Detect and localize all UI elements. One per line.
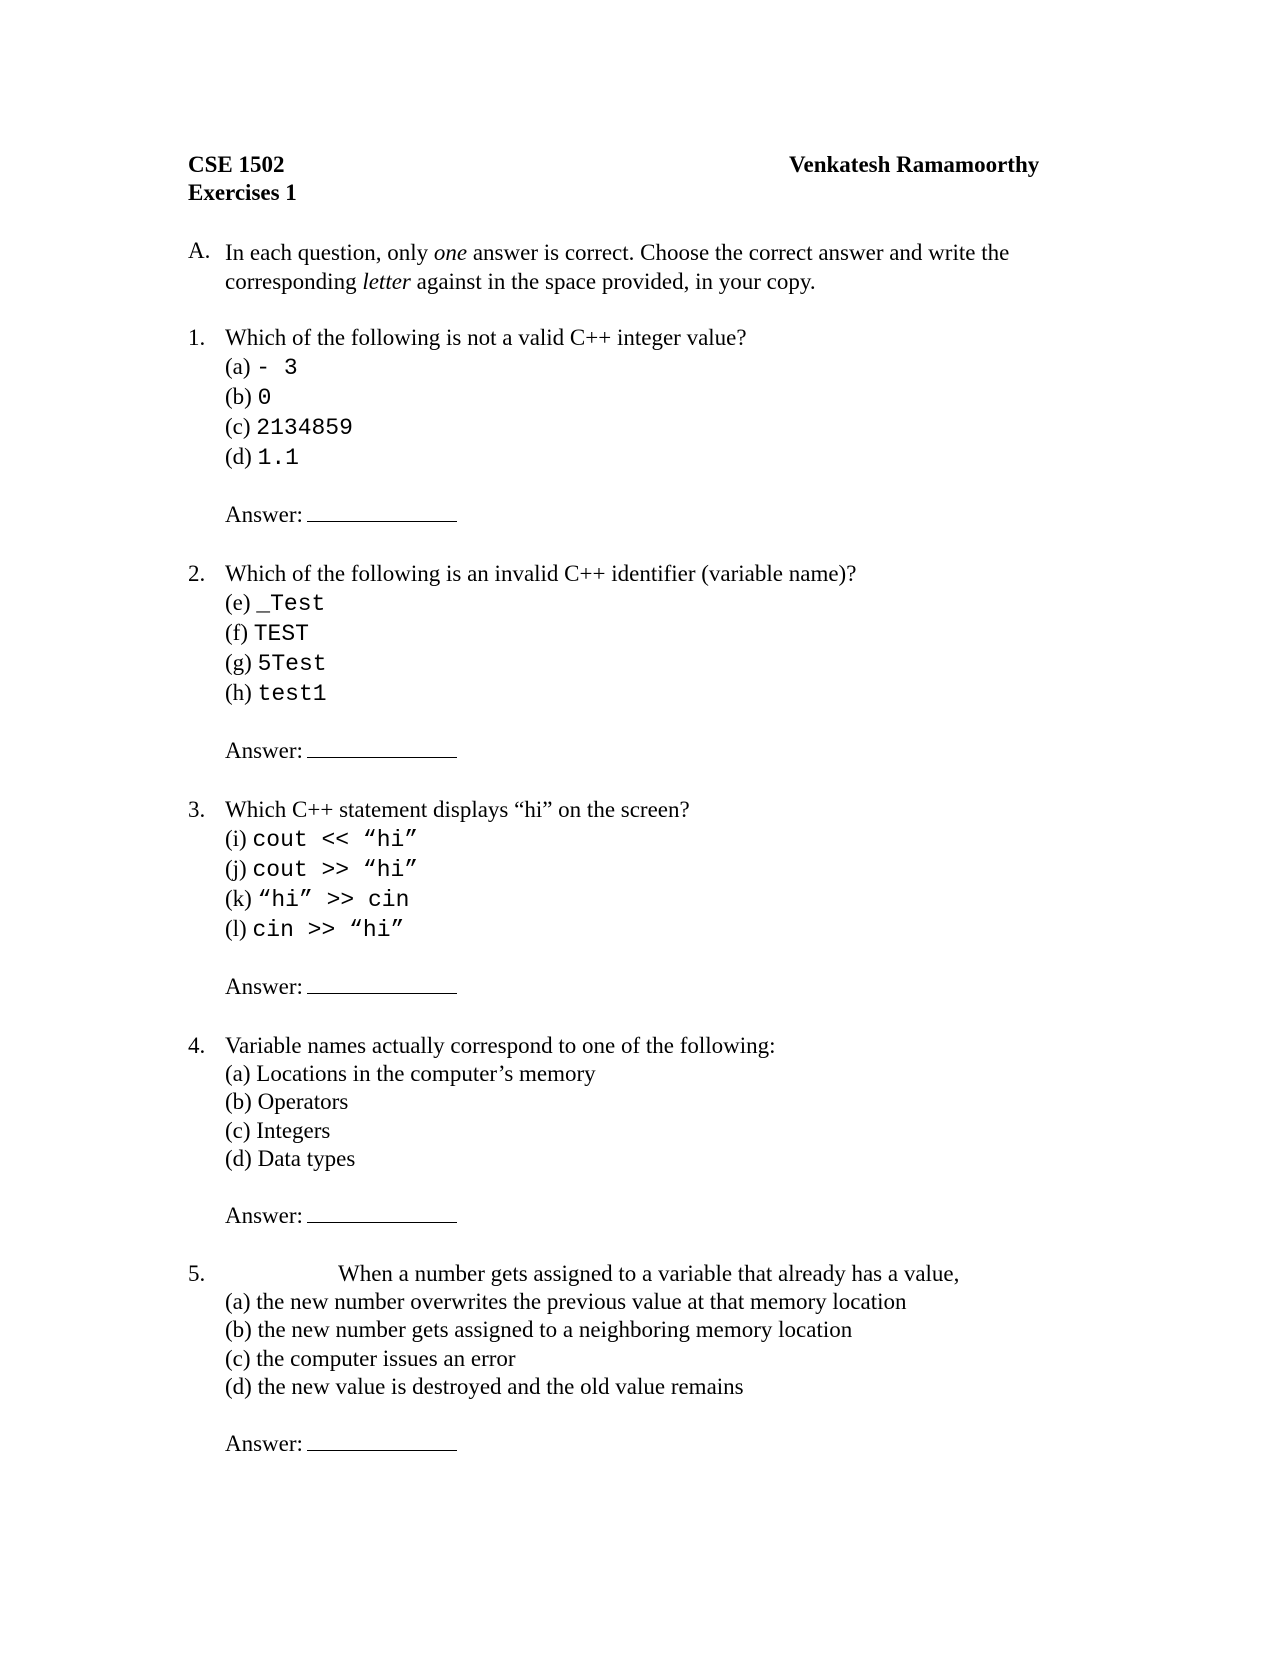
answer-label: Answer:: [225, 502, 303, 527]
question-stem: When a number gets assigned to a variable that already has a value,: [338, 1261, 960, 1286]
option-k: [225, 885, 409, 914]
option-label: (i): [225, 826, 247, 851]
answer-blank[interactable]: [307, 1202, 457, 1223]
option-i: [225, 825, 418, 854]
option-label: (e): [225, 590, 251, 615]
answer-line: [225, 1430, 457, 1458]
question-number: 4.: [188, 1033, 206, 1058]
answer-line: [225, 501, 457, 529]
answer-blank[interactable]: [307, 501, 457, 522]
option-value: the new number gets assigned to a neighboring memory location: [257, 1317, 853, 1342]
option-label: (k): [225, 886, 252, 911]
option-g: [225, 649, 327, 678]
option-a: [225, 1288, 906, 1316]
option-value: 5Test: [257, 651, 327, 677]
option-value: - 3: [256, 355, 298, 381]
option-value: TEST: [253, 621, 309, 647]
option-label: (g): [225, 650, 252, 675]
instructions-marker: A.: [188, 238, 211, 263]
option-b: [225, 1316, 852, 1344]
option-j: [225, 855, 418, 884]
option-value: Integers: [256, 1118, 331, 1143]
answer-label: Answer:: [225, 738, 303, 763]
question-stem: Variable names actually correspond to one of the following:: [225, 1033, 776, 1058]
option-l: [225, 915, 404, 944]
option-c: [225, 1117, 330, 1145]
option-d: [225, 443, 299, 472]
option-label: (b): [225, 1317, 252, 1342]
answer-blank[interactable]: [307, 1430, 457, 1451]
instructions-emphasis-one: one: [433, 240, 468, 265]
option-label: (a): [225, 1289, 251, 1314]
instructions-text-part3: against in the space provided, in your copy.: [410, 269, 816, 294]
option-label: (c): [225, 1118, 251, 1143]
exercise-title: Exercises 1: [188, 180, 297, 205]
answer-blank[interactable]: [307, 973, 457, 994]
instructions-text-part2: answer is correct. Choose the correct answer and write the corresponding: [225, 240, 1010, 294]
option-label: (b): [225, 384, 252, 409]
instructions-text-part1: In each question, only: [225, 240, 434, 265]
option-label: (j): [225, 856, 247, 881]
instructions-emphasis-letter: letter: [362, 269, 411, 294]
option-label: (l): [225, 916, 247, 941]
option-label: (d): [225, 444, 252, 469]
author-name: Venkatesh Ramamoorthy: [789, 152, 1040, 177]
option-f: [225, 619, 309, 648]
option-h: [225, 679, 327, 708]
option-value: cout >> “hi”: [252, 857, 419, 883]
answer-line: [225, 1202, 457, 1230]
option-label: (c): [225, 1346, 251, 1371]
option-b: [225, 383, 271, 412]
question-stem: Which of the following is an invalid C++ identifier (variable name)?: [225, 561, 857, 586]
option-value: the new value is destroyed and the old value remains: [257, 1374, 744, 1399]
question-number: 3.: [188, 797, 206, 822]
option-a: [225, 353, 298, 382]
option-e: [225, 589, 325, 618]
option-value: “hi” >> cin: [257, 887, 410, 913]
answer-label: Answer:: [225, 1431, 303, 1456]
option-c: [225, 413, 353, 442]
option-value: 1.1: [257, 445, 299, 471]
option-label: (h): [225, 680, 252, 705]
option-value: Operators: [257, 1089, 349, 1114]
option-value: the computer issues an error: [256, 1346, 516, 1371]
instructions-text: [225, 238, 1085, 296]
answer-line: [225, 973, 457, 1001]
option-d: [225, 1373, 744, 1401]
option-value: cout << “hi”: [252, 827, 419, 853]
option-label: (c): [225, 414, 251, 439]
option-value: Data types: [257, 1146, 356, 1171]
option-b: [225, 1088, 348, 1116]
question-number: 1.: [188, 325, 206, 350]
answer-blank[interactable]: [307, 737, 457, 758]
option-value: 0: [257, 385, 272, 411]
question-stem: Which of the following is not a valid C++ integer value?: [225, 325, 747, 350]
answer-line: [225, 737, 457, 765]
option-value: Locations in the computer’s memory: [256, 1061, 596, 1086]
option-value: cin >> “hi”: [252, 917, 405, 943]
answer-label: Answer:: [225, 974, 303, 999]
option-value: test1: [257, 681, 327, 707]
option-label: (d): [225, 1146, 252, 1171]
option-label: (b): [225, 1089, 252, 1114]
question-stem: Which C++ statement displays “hi” on the screen?: [225, 797, 690, 822]
option-value: the new number overwrites the previous value at that memory location: [256, 1289, 907, 1314]
question-number: 5.: [188, 1261, 206, 1286]
option-label: (d): [225, 1374, 252, 1399]
option-label: (a): [225, 354, 251, 379]
course-code: CSE 1502: [188, 152, 285, 177]
option-c: [225, 1345, 516, 1373]
answer-label: Answer:: [225, 1203, 303, 1228]
option-label: (f): [225, 620, 248, 645]
option-a: [225, 1060, 596, 1088]
option-value: _Test: [256, 591, 326, 617]
option-d: [225, 1145, 355, 1173]
option-value: 2134859: [256, 415, 353, 441]
question-number: 2.: [188, 561, 206, 586]
option-label: (a): [225, 1061, 251, 1086]
